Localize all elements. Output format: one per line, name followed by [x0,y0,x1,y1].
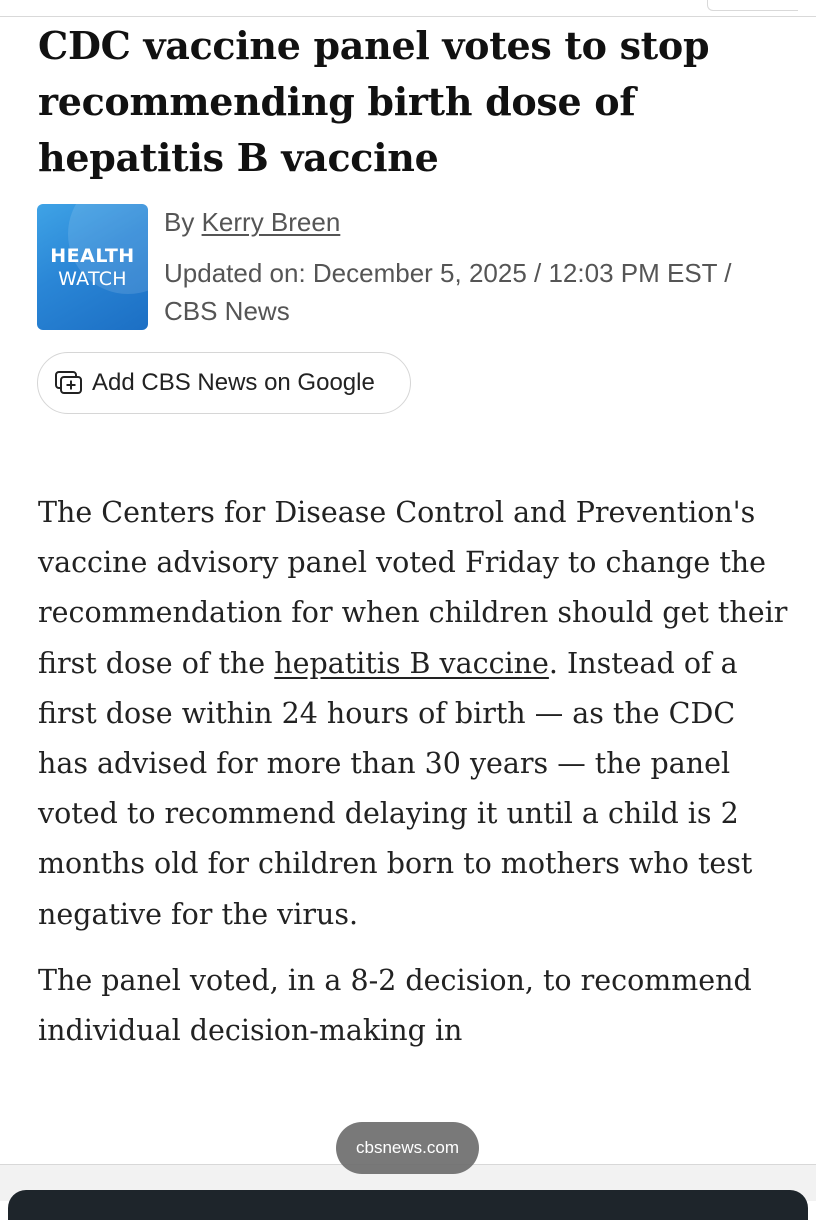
health-watch-logo [37,204,148,330]
article-headline: CDC vaccine panel votes to stop recommending birth dose of hepatitis B vaccine [38,23,710,180]
byline-prefix: By [164,207,202,237]
author-link[interactable]: Kerry Breen [201,207,341,237]
article-paragraph-2: The panel voted, in a 8-2 decision, to recommend individual decision-making in [38,963,752,1048]
hepatitis-b-vaccine-link[interactable]: hepatitis B vaccine [274,646,549,680]
browser-top-edge [0,0,816,17]
url-pill[interactable]: cbsnews.com [336,1122,479,1174]
add-cbs-news-on-google-button[interactable] [37,352,411,414]
paragraph-1-text-after-link: . Instead of a first dose within 24 hours of birth — as the CDC has advised for more than 30 years — the panel voted to recommend delaying it until a child is 2 months old for children born to mothers who test negative for the virus. [38,646,753,931]
google-button-label: Add CBS News on Google [92,369,375,396]
browser-bottom-toolbar[interactable] [8,1190,808,1220]
browser-top-corner [707,0,798,11]
logo-line-watch: WATCH [58,268,127,290]
article-body [38,488,788,1072]
add-to-collection-icon [54,370,84,396]
updated-timestamp: Updated on: December 5, 2025 / 12:03 PM EST / CBS News [164,258,732,326]
article-paragraph-1 [38,488,788,940]
logo-line-health: HEALTH [50,245,135,267]
byline [164,204,340,240]
paragraph-1-text-before-link: The Centers for Disease Control and Prevention's vaccine advisory panel voted Friday to change the recommendation for when children should get their first dose of the [38,496,788,680]
